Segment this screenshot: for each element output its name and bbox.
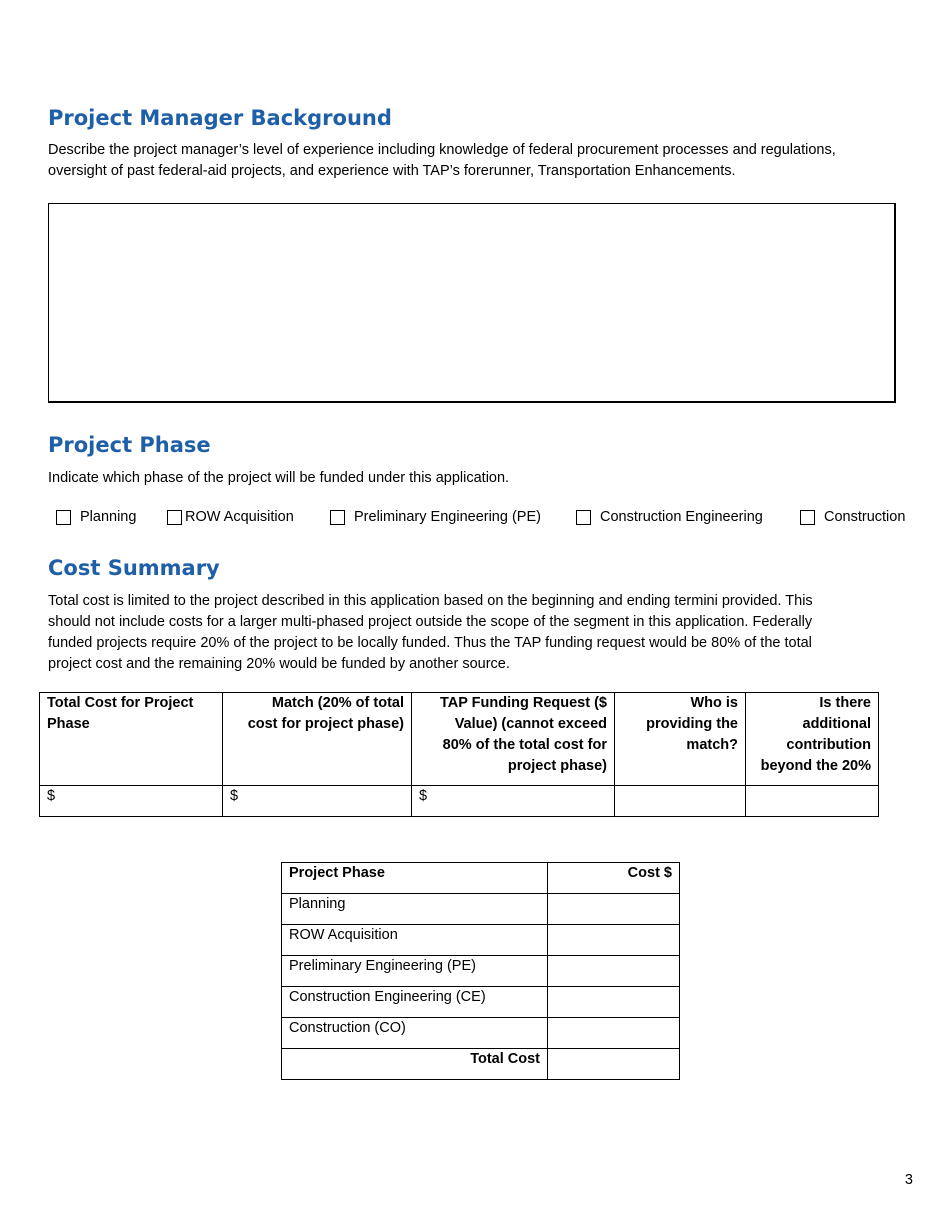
tap-funding-cell[interactable]: $ — [412, 786, 615, 817]
description-line: oversight of past federal-aid projects, and experience with TAP’s forerunner, Transportation Enhancements. — [48, 163, 736, 179]
phase-cost-cell[interactable] — [548, 1018, 680, 1049]
match-provider-cell[interactable] — [615, 786, 746, 817]
phase-option-row-acquisition[interactable] — [167, 509, 294, 525]
phase-option-planning[interactable] — [56, 509, 136, 525]
table-row — [40, 786, 879, 817]
header-total-cost: Total Cost for Project Phase — [40, 693, 223, 786]
phase-cost-cell[interactable] — [548, 925, 680, 956]
phase-option-label: Preliminary Engineering (PE) — [354, 509, 541, 525]
checkbox-construction-engineering[interactable] — [576, 510, 591, 525]
phase-cost-table — [281, 862, 680, 1080]
header-match: Match (20% of total cost for project phase) — [223, 693, 412, 786]
table-header-row — [40, 693, 879, 786]
table-row — [282, 987, 680, 1018]
cost-summary-table — [39, 692, 879, 817]
total-cost-cell[interactable]: $ — [40, 786, 223, 817]
table-header-row — [282, 863, 680, 894]
phase-option-label: Construction — [824, 509, 906, 525]
phase-name-cell: Construction (CO) — [282, 1018, 548, 1049]
phase-option-label: Construction Engineering — [600, 509, 763, 525]
cost-summary-heading: Cost Summary — [48, 556, 220, 580]
page-number: 3 — [904, 1172, 913, 1188]
checkbox-row-acquisition[interactable] — [167, 510, 182, 525]
phase-name-cell: Construction Engineering (CE) — [282, 987, 548, 1018]
header-tap-funding-request: TAP Funding Request ($ Value) (cannot exceed 80% of the total cost for project phase) — [412, 693, 615, 786]
checkbox-planning[interactable] — [56, 510, 71, 525]
paragraph-line: should not include costs for a larger multi-phased project outside the scope of the segment in this application. Federally — [48, 614, 813, 630]
total-cost-value[interactable] — [548, 1049, 680, 1080]
cost-summary-paragraph — [48, 591, 928, 675]
paragraph-line: project cost and the remaining 20% would be funded by another source. — [48, 656, 510, 672]
header-cost: Cost $ — [548, 863, 680, 894]
table-row — [282, 925, 680, 956]
additional-contribution-cell[interactable] — [746, 786, 879, 817]
phase-option-label: ROW Acquisition — [185, 509, 294, 525]
header-additional-contribution: Is there additional contribution beyond the 20% — [746, 693, 879, 786]
phase-checkbox-group — [56, 509, 936, 531]
phase-name-cell: Planning — [282, 894, 548, 925]
phase-option-label: Planning — [80, 509, 137, 525]
match-cell[interactable]: $ — [223, 786, 412, 817]
description-line: Describe the project manager’s level of experience including knowledge of federal procurement processes and regulations, — [48, 142, 836, 158]
phase-option-construction-engineering[interactable] — [576, 509, 763, 525]
phase-cost-cell[interactable] — [548, 987, 680, 1018]
project-manager-response-box[interactable] — [48, 203, 896, 403]
total-row — [282, 1049, 680, 1080]
paragraph-line: funded projects require 20% of the project to be locally funded. Thus the TAP funding request would be 80% of the total — [48, 635, 812, 651]
phase-name-cell: ROW Acquisition — [282, 925, 548, 956]
phase-option-preliminary-engineering[interactable] — [330, 509, 541, 525]
table-row — [282, 1018, 680, 1049]
phase-name-cell: Preliminary Engineering (PE) — [282, 956, 548, 987]
phase-cost-cell[interactable] — [548, 956, 680, 987]
total-cost-label: Total Cost — [282, 1049, 548, 1080]
header-who-provides-match: Who is providing the match? — [615, 693, 746, 786]
paragraph-line: Total cost is limited to the project described in this application based on the beginning and ending termini provided. This — [48, 593, 813, 609]
project-phase-heading: Project Phase — [48, 433, 211, 457]
phase-cost-cell[interactable] — [548, 894, 680, 925]
table-row — [282, 894, 680, 925]
header-project-phase: Project Phase — [282, 863, 548, 894]
project-manager-heading: Project Manager Background — [48, 106, 392, 130]
project-phase-instruction: Indicate which phase of the project will be funded under this application. — [48, 470, 510, 486]
table-row — [282, 956, 680, 987]
project-manager-description — [48, 140, 928, 182]
checkbox-preliminary-engineering[interactable] — [330, 510, 345, 525]
phase-option-construction[interactable] — [800, 509, 905, 525]
checkbox-construction[interactable] — [800, 510, 815, 525]
